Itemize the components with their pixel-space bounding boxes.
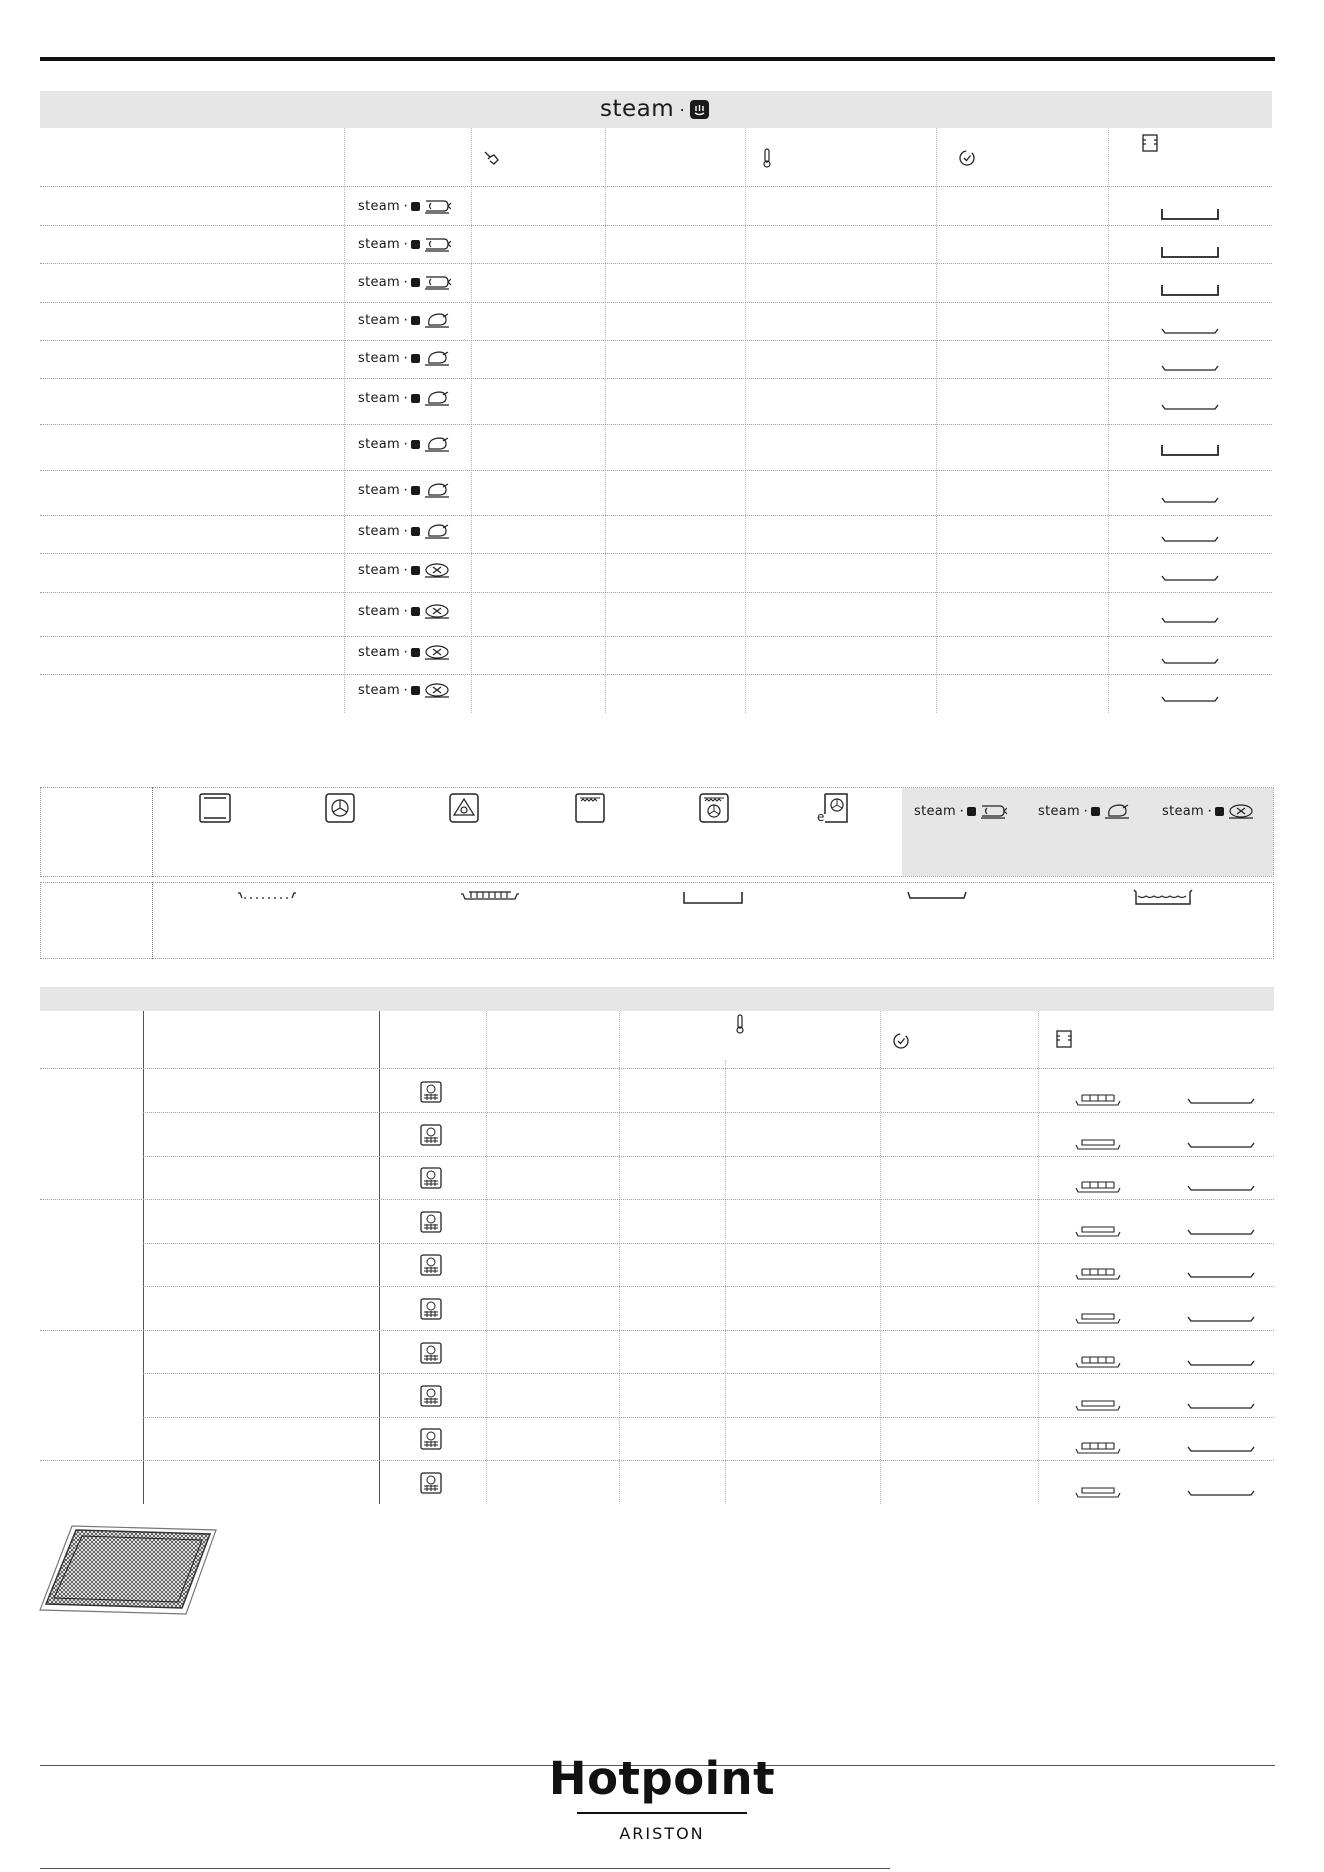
wire-shelf-icon [1160, 402, 1220, 412]
air-fry-basket-illustration [36, 1522, 220, 1622]
baking-tray-icon [1160, 283, 1220, 297]
accessory-pair-row [1074, 1311, 1258, 1325]
bottom-rule [40, 1868, 890, 1869]
svg-text:e: e [817, 810, 825, 823]
poultry-icon [1103, 802, 1131, 820]
accessory-pair-row [1074, 1441, 1258, 1455]
air-fry-icon [420, 1081, 442, 1103]
air-fry-icon [420, 1428, 442, 1450]
poultry-icon [423, 522, 451, 540]
level-icon [482, 148, 502, 168]
accessory-pair-row [1074, 1137, 1258, 1151]
bread-icon [1227, 802, 1255, 820]
accessory-pair-row [1074, 1485, 1258, 1499]
water-tray-icon [1132, 888, 1194, 906]
air-fry-table-header-band [40, 987, 1274, 1011]
steam-poultry-row-9: steam · [358, 522, 451, 540]
baking-tray-icon [1160, 245, 1220, 259]
temperature-icon [762, 148, 772, 168]
air-fry-icon [420, 1472, 442, 1494]
steam-table-title: steam · [600, 96, 709, 122]
grill-icon [575, 793, 605, 823]
steam-fish-row-3: steam · [358, 273, 451, 291]
poultry-icon [423, 311, 451, 329]
shelf-level-icon [1056, 1030, 1072, 1048]
accessory-pair-row [1074, 1398, 1258, 1412]
bread-icon [423, 602, 451, 620]
legend-steam-poultry: steam · [1038, 802, 1131, 820]
baking-tray-icon [1160, 443, 1220, 457]
air-fry-icon [420, 1167, 442, 1189]
accessories-legend-box [40, 882, 1274, 959]
turbo-grill-icon [699, 793, 729, 823]
wire-shelf-icon [1160, 326, 1220, 336]
shelf-guides-icon [236, 890, 298, 902]
bread-icon [423, 681, 451, 699]
poultry-icon [423, 435, 451, 453]
steam-bread-row-12: steam · [358, 643, 451, 661]
accessory-pair-row [1074, 1224, 1258, 1238]
wire-shelf-icon [1160, 615, 1220, 625]
steam-title-word: steam [600, 96, 675, 122]
air-fry-icon [420, 1298, 442, 1320]
steam-fish-row-2: steam · [358, 235, 451, 253]
forced-air-icon [325, 793, 355, 823]
air-fry-icon [420, 1211, 442, 1233]
brand-underline [577, 1812, 747, 1814]
wire-shelf-icon [1160, 363, 1220, 373]
wire-shelf-icon [1160, 656, 1220, 666]
bread-icon [423, 561, 451, 579]
timer-icon [892, 1032, 910, 1050]
fish-icon [979, 802, 1007, 820]
drip-tray-icon [906, 890, 968, 902]
air-fry-icon [420, 1342, 442, 1364]
steam-poultry-row-5: steam · [358, 349, 451, 367]
bread-icon [423, 643, 451, 661]
air-fry-icon [420, 1124, 442, 1146]
fish-icon [423, 235, 451, 253]
fish-icon [423, 273, 451, 291]
steam-poultry-row-8: steam · [358, 481, 451, 499]
wire-shelf-icon [1160, 694, 1220, 704]
steam-bread-row-11: steam · [358, 602, 451, 620]
pizza-icon [449, 793, 479, 823]
poultry-icon [423, 349, 451, 367]
air-fry-icon [420, 1385, 442, 1407]
steam-poultry-row-6: steam · [358, 389, 451, 407]
poultry-icon [423, 389, 451, 407]
brand-logo [520, 1750, 804, 1843]
fish-icon [423, 197, 451, 215]
conventional-icon [199, 793, 231, 823]
accessory-pair-row [1074, 1093, 1258, 1107]
steam-bread-row-10: steam · [358, 561, 451, 579]
legend-steam-bread: steam · [1162, 802, 1255, 820]
sub-brand-name: ARISTON [619, 1824, 705, 1843]
steam-logo-icon [690, 100, 709, 119]
shelf-level-icon [1142, 134, 1158, 152]
brand-name: Hotpoint [548, 1752, 776, 1805]
baking-tray-icon [1160, 207, 1220, 221]
timer-icon [958, 149, 976, 167]
air-fry-icon [420, 1254, 442, 1276]
eco-forced-air-icon [817, 793, 849, 823]
steam-poultry-row-7: steam · [358, 435, 451, 453]
baking-tray-icon [682, 890, 744, 906]
wire-shelf-icon [1160, 495, 1220, 505]
steam-poultry-row-4: steam · [358, 311, 451, 329]
wire-shelf-icon [1160, 573, 1220, 583]
accessory-pair-row [1074, 1355, 1258, 1369]
steam-bread-row-13: steam · [358, 681, 451, 699]
wire-shelf-icon [1160, 534, 1220, 544]
wire-shelf-icon [459, 890, 521, 902]
poultry-icon [423, 481, 451, 499]
accessory-pair-row [1074, 1180, 1258, 1194]
legend-steam-fish: steam · [914, 802, 1007, 820]
steam-fish-row-1: steam · [358, 197, 451, 215]
top-rule [40, 57, 1275, 61]
accessory-pair-row [1074, 1267, 1258, 1281]
temperature-icon [735, 1014, 745, 1034]
